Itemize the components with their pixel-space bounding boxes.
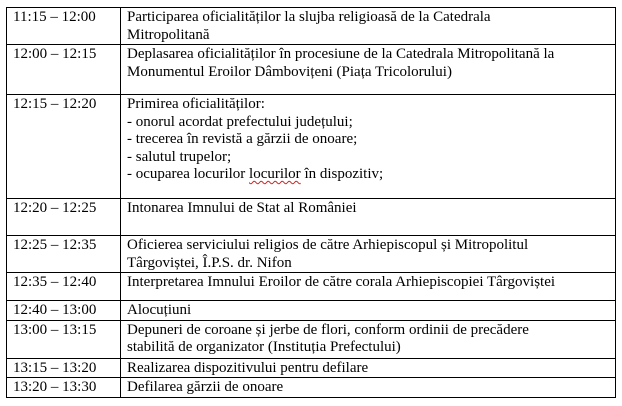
event-line: Intonarea Imnului de Stat al României — [127, 200, 357, 216]
spellcheck-marked-word: locurilor — [249, 166, 301, 182]
event-cell — [121, 8, 616, 45]
event-line: Monumentul Eroilor Dâmbovițeni (Piața Tricolorului) — [127, 63, 452, 80]
time-cell: 13:20 – 13:30 — [7, 378, 121, 398]
table-row — [7, 358, 616, 378]
event-line: Realizarea dispozitivului pentru defilare — [127, 359, 369, 376]
time-cell: 12:40 – 13:00 — [7, 301, 121, 321]
event-line: Participarea oficialităților la slujba religioasă de la Catedrala — [127, 9, 491, 25]
event-text: - ocuparea locurilor — [127, 166, 250, 182]
table-row — [7, 95, 616, 199]
event-cell — [121, 358, 616, 378]
table-row — [7, 320, 616, 358]
table-row — [7, 45, 616, 95]
event-cell — [121, 236, 616, 273]
event-line: Interpretarea Imnului Eroilor de către corala Arhiepiscopiei Târgoviștei — [127, 274, 556, 290]
event-line: - trecerea în revistă a gărzii de onoare; — [127, 131, 358, 147]
event-cell — [121, 199, 616, 236]
event-line: Depuneri de coroane și jerbe de flori, conform ordinii de precădere — [127, 321, 529, 338]
table-row — [7, 301, 616, 321]
time-cell: 12:15 – 12:20 — [7, 95, 121, 199]
time-cell: 13:00 – 13:15 — [7, 320, 121, 358]
table-row — [7, 273, 616, 301]
event-line: Alocuțiuni — [127, 302, 192, 318]
table-row — [7, 8, 616, 45]
event-line: Târgoviștei, Î.P.S. dr. Nifon — [127, 254, 292, 271]
time-cell: 11:15 – 12:00 — [7, 8, 121, 45]
event-cell — [121, 378, 616, 398]
table-row — [7, 378, 616, 398]
event-line — [127, 166, 609, 184]
event-cell — [121, 301, 616, 321]
event-cell — [121, 320, 616, 358]
schedule-table — [6, 7, 616, 398]
event-line: Primirea oficialităților: — [127, 96, 265, 112]
event-line: - salutul trupelor; — [127, 148, 232, 165]
time-cell: 13:15 – 13:20 — [7, 358, 121, 378]
table-row — [7, 199, 616, 236]
time-cell: 12:20 – 12:25 — [7, 199, 121, 236]
time-cell: 12:35 – 12:40 — [7, 273, 121, 301]
table-row — [7, 236, 616, 273]
event-cell — [121, 273, 616, 301]
event-text: în dispozitiv; — [300, 166, 384, 182]
time-cell: 12:00 – 12:15 — [7, 45, 121, 95]
event-cell — [121, 95, 616, 199]
event-line: Mitropolitană — [127, 26, 210, 43]
event-cell — [121, 45, 616, 95]
event-line: Defilarea gărzii de onoare — [127, 379, 284, 395]
event-line: - onorul acordat prefectului județului; — [127, 113, 353, 130]
event-line: Oficierea serviciului religios de către Arhiepiscopul și Mitropolitul — [127, 237, 529, 253]
time-cell: 12:25 – 12:35 — [7, 236, 121, 273]
event-line: Deplasarea oficialităților în procesiune de la Catedrala Mitropolitană la — [127, 46, 555, 62]
event-line: stabilită de organizator (Instituția Prefectului) — [127, 339, 401, 355]
